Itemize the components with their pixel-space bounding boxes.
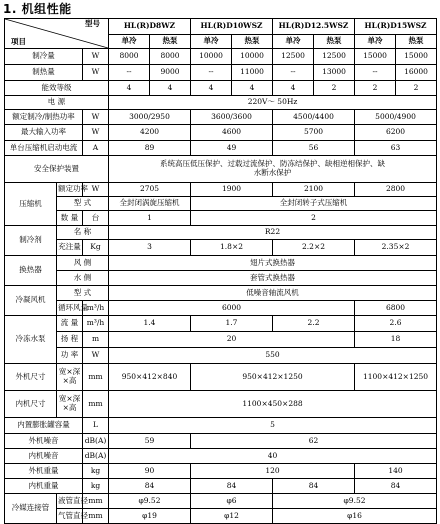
cell: 2 [314, 81, 355, 96]
cell: 翅片式换热器 [109, 256, 437, 271]
cell: -- [191, 65, 232, 81]
row-unit: A [83, 141, 109, 156]
cell: 90 [109, 464, 191, 479]
row-label: 扬 程 [57, 332, 83, 348]
table-row-compressor-qty [5, 211, 437, 226]
cell: 11000 [232, 65, 273, 81]
cell: 15000 [355, 49, 396, 65]
cell: 120 [191, 464, 355, 479]
row-label: 风 侧 [57, 256, 109, 271]
row-label: 内机噪音 [5, 449, 83, 464]
model-header: HL(R)D12.5WSZ [273, 19, 355, 35]
sub-header: 单冷 [355, 35, 396, 49]
row-label: 流 量 [57, 316, 83, 332]
sub-header: 单冷 [273, 35, 314, 49]
row-unit: Kg [83, 240, 109, 256]
row-sublabel: 宽×深×高 [57, 391, 83, 418]
row-label: 能效等级 [5, 81, 109, 96]
cell: φ9.52 [273, 494, 437, 509]
group-label: 压缩机 [5, 183, 57, 226]
row-sublabel: 宽×深×高 [57, 364, 83, 391]
cell: 2 [396, 81, 437, 96]
cell: 4 [150, 81, 191, 96]
table-row-cooling [5, 49, 437, 65]
cell: 2.2×2 [273, 240, 355, 256]
cell: 20 [109, 332, 355, 348]
cell: 3000/2950 [109, 110, 191, 125]
cell: 全封闭涡旋压缩机 [109, 197, 191, 211]
cell: 15000 [396, 49, 437, 65]
table-row-exchanger-air [5, 256, 437, 271]
cell: 63 [355, 141, 437, 156]
group-label: 换热器 [5, 256, 57, 286]
table-row-refrigerant-charge [5, 240, 437, 256]
cell: 8000 [150, 49, 191, 65]
cell: 1.8×2 [191, 240, 273, 256]
cell: 59 [109, 434, 191, 449]
row-label: 制热量 [5, 65, 83, 81]
cell: 84 [355, 479, 437, 494]
row-label: 额定制冷/制热功率 [5, 110, 83, 125]
table-row-tank [5, 418, 437, 434]
row-unit: dB(A) [83, 434, 109, 449]
cell: 1100×412×1250 [355, 364, 437, 391]
cell: 2.6 [355, 316, 437, 332]
cell: 1.7 [191, 316, 273, 332]
cell: 220V～ 50Hz [109, 96, 437, 110]
row-label: 外机尺寸 [5, 364, 57, 391]
row-label: 充注量 [57, 240, 83, 256]
cell: -- [355, 65, 396, 81]
table-row-refrigerant-name [5, 226, 437, 240]
cell: φ16 [273, 509, 437, 524]
cell: 4500/4400 [273, 110, 355, 125]
cell: 2.2 [273, 316, 355, 332]
header-row-models [5, 19, 437, 35]
cell: 18 [355, 332, 437, 348]
row-unit: W [83, 183, 109, 197]
cell: 56 [273, 141, 355, 156]
cell: 12500 [273, 49, 314, 65]
cell: φ9.52 [109, 494, 191, 509]
row-label: 数 量 [57, 211, 83, 226]
cell: 4200 [109, 125, 191, 141]
header-model-label: 型号 [85, 19, 100, 28]
row-unit: mm [83, 391, 109, 418]
cell: 5000/4900 [355, 110, 437, 125]
group-label: 制冷剂 [5, 226, 57, 256]
table-row-efficiency [5, 81, 437, 96]
table-row-pipe-liquid [5, 494, 437, 509]
row-unit: m³/h [83, 301, 109, 316]
cell: 6800 [355, 301, 437, 316]
cell: 6000 [109, 301, 355, 316]
row-label: 安全保护装置 [5, 156, 109, 183]
table-row-heating [5, 65, 437, 81]
cell: 2100 [273, 183, 355, 197]
row-label: 循环风量 [57, 301, 83, 316]
cell: 62 [191, 434, 437, 449]
row-label: 外机噪音 [5, 434, 83, 449]
cell: 低噪音轴流风机 [109, 286, 437, 301]
performance-table-wrap [4, 18, 436, 524]
cell: 4 [273, 81, 314, 96]
table-row-indoor-noise [5, 449, 437, 464]
table-row-compressor-type [5, 197, 437, 211]
group-label: 冷凝风机 [5, 286, 57, 316]
table-row-indoor-weight [5, 479, 437, 494]
cell: 950×412×840 [109, 364, 191, 391]
cell: 84 [109, 479, 191, 494]
cell: 系统高压低压保护、过载过流保护、防冻结保护、缺相逆相保护、缺水断水保护 [109, 156, 437, 183]
row-label: 外机重量 [5, 464, 83, 479]
row-unit: dB(A) [83, 449, 109, 464]
row-label: 型 式 [57, 197, 109, 211]
table-row-pump-flow [5, 316, 437, 332]
cell: 10000 [191, 49, 232, 65]
cell: 16000 [396, 65, 437, 81]
table-row-rated-power [5, 110, 437, 125]
row-unit: L [83, 418, 109, 434]
cell: 550 [109, 348, 437, 364]
table-row-pump-power [5, 348, 437, 364]
table-row-compressor-power [5, 183, 437, 197]
cell: 3600/3600 [191, 110, 273, 125]
row-label: 单台压缩机启动电流 [5, 141, 83, 156]
group-label: 冷媒连接管 [5, 494, 57, 524]
row-label: 最大输入功率 [5, 125, 83, 141]
sub-header: 热泵 [314, 35, 355, 49]
row-unit: m [83, 332, 109, 348]
cell: 5700 [273, 125, 355, 141]
row-label: 液管直径 [57, 494, 83, 509]
row-unit: W [83, 348, 109, 364]
cell: 950×412×1250 [191, 364, 355, 391]
table-row-pump-head [5, 332, 437, 348]
cell: 1100×450×288 [109, 391, 437, 418]
cell: 8000 [109, 49, 150, 65]
cell: 3 [109, 240, 191, 256]
row-unit: W [83, 65, 109, 81]
group-label: 冷冻水泵 [5, 316, 57, 364]
cell: 1900 [191, 183, 273, 197]
cell: 9000 [150, 65, 191, 81]
table-row-indoor-size [5, 391, 437, 418]
cell: 2.35×2 [355, 240, 437, 256]
section-title: 1. 机组性能 [3, 2, 72, 16]
row-unit: 台 [83, 211, 109, 226]
sub-header: 单冷 [109, 35, 150, 49]
cell: 49 [191, 141, 273, 156]
table-row-fan-type [5, 286, 437, 301]
sub-header: 热泵 [150, 35, 191, 49]
table-row-outdoor-weight [5, 464, 437, 479]
cell: 84 [191, 479, 273, 494]
row-unit: W [83, 125, 109, 141]
cell: 套管式换热器 [109, 271, 437, 286]
cell: 2705 [109, 183, 191, 197]
sub-header: 热泵 [396, 35, 437, 49]
model-header: HL(R)D10WSZ [191, 19, 273, 35]
cell: 4 [109, 81, 150, 96]
table-row-outdoor-size [5, 364, 437, 391]
table-row-max-power [5, 125, 437, 141]
table-row-outdoor-noise [5, 434, 437, 449]
row-label: 水 侧 [57, 271, 109, 286]
row-unit: mm [83, 364, 109, 391]
header-diagonal-cell [5, 19, 109, 49]
row-label: 型 式 [57, 286, 109, 301]
cell: 4600 [191, 125, 273, 141]
table-row-fan-air [5, 301, 437, 316]
cell: 5 [109, 418, 437, 434]
cell: 140 [355, 464, 437, 479]
cell: φ6 [191, 494, 273, 509]
cell: 1.4 [109, 316, 191, 332]
cell: 13000 [314, 65, 355, 81]
header-item-label: 项目 [11, 37, 26, 47]
cell: 4 [191, 81, 232, 96]
cell: 6200 [355, 125, 437, 141]
row-unit: W [83, 110, 109, 125]
cell: 89 [109, 141, 191, 156]
row-label: 内机重量 [5, 479, 83, 494]
performance-table [4, 18, 437, 524]
cell: 2 [191, 211, 437, 226]
row-label: 内置膨胀罐容量 [5, 418, 83, 434]
row-unit: W [83, 49, 109, 65]
cell: R22 [109, 226, 437, 240]
model-header: HL(R)D15WSZ [355, 19, 437, 35]
cell: 12500 [314, 49, 355, 65]
cell: 1 [109, 211, 191, 226]
row-label: 功 率 [57, 348, 83, 364]
row-unit: kg [83, 464, 109, 479]
row-unit: m³/h [83, 316, 109, 332]
cell: 4 [232, 81, 273, 96]
row-label: 气管直径 [57, 509, 83, 524]
cell: 全封闭转子式压缩机 [191, 197, 437, 211]
cell: -- [273, 65, 314, 81]
table-row-start-current [5, 141, 437, 156]
cell: 84 [273, 479, 355, 494]
row-label: 内机尺寸 [5, 391, 57, 418]
sub-header: 热泵 [232, 35, 273, 49]
cell: 2 [355, 81, 396, 96]
row-label: 制冷量 [5, 49, 83, 65]
cell: 10000 [232, 49, 273, 65]
table-row-power-supply [5, 96, 437, 110]
model-header: HL(R)D8WZ [109, 19, 191, 35]
table-row-exchanger-water [5, 271, 437, 286]
row-label: 电 源 [5, 96, 109, 110]
cell: φ12 [191, 509, 273, 524]
sub-header: 单冷 [191, 35, 232, 49]
row-unit: mm [83, 494, 109, 509]
cell: 2800 [355, 183, 437, 197]
table-row-protection [5, 156, 437, 183]
row-unit: kg [83, 479, 109, 494]
table-row-pipe-gas [5, 509, 437, 524]
row-label: 额定功率 [57, 183, 83, 197]
row-unit: mm [83, 509, 109, 524]
cell: -- [109, 65, 150, 81]
row-label: 名 称 [57, 226, 109, 240]
cell: φ19 [109, 509, 191, 524]
cell: 40 [109, 449, 437, 464]
